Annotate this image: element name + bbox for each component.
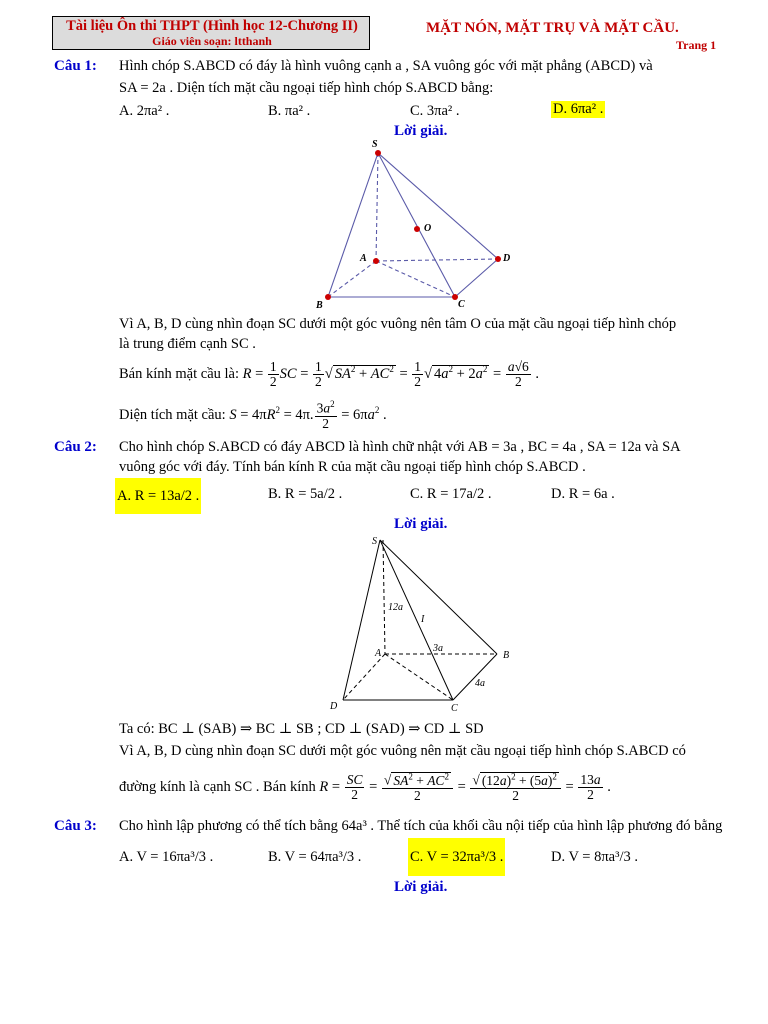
q1-solution-text2: là trung điểm cạnh SC . — [119, 336, 256, 352]
q1-solution-title: Lời giải. — [394, 123, 448, 139]
q1-option-a: A. 2πa² . — [119, 103, 170, 119]
q3-label: Câu 3: — [54, 818, 97, 834]
q3-option-b: B. V = 64πa³/3 . — [268, 849, 362, 865]
q1-solution-text1: Vì A, B, D cùng nhìn đoạn SC dưới một góc vuông nên tâm O của mặt cầu ngoại tiếp hình chóp — [119, 316, 677, 332]
fig2-label-d: D — [330, 701, 338, 712]
q1-radius-prefix: Bán kính mặt cầu là: — [119, 366, 239, 382]
fig2-label-s: S — [372, 536, 377, 547]
q2-option-c: C. R = 17a/2 . — [410, 486, 492, 502]
fig2-label-4a: 4a — [475, 678, 485, 689]
q2-option-b: B. R = 5a/2 . — [268, 486, 343, 502]
fig1-label-b: B — [316, 300, 323, 310]
q1-label: Câu 1: — [54, 58, 97, 74]
q2-option-d: D. R = 6a . — [551, 486, 615, 502]
q2-line2: vuông góc với đáy. Tính bán kính R của mặt cầu ngoại tiếp hình chóp S.ABCD . — [119, 459, 586, 475]
header-title: Tài liệu Ôn thi THPT (Hình học 12-Chương II) — [66, 18, 358, 34]
q3-line1: Cho hình lập phương có thể tích bằng 64a³ . Thể tích của khối cầu nội tiếp của hình lập phương đó bằng — [119, 818, 723, 834]
fig2-label-i: I — [421, 614, 425, 625]
fig2-label-b: B — [503, 650, 510, 661]
q1-area-formula: Diện tích mặt cầu: $S = 4\pi R^2 = 4\pi$. $\frac{3a^2}{2}$ = $6\pi a^2$ . — [119, 399, 387, 431]
q3-option-c-answer: C. V = 32πa³/3 . — [408, 838, 505, 876]
fig2-label-a: A — [375, 648, 382, 659]
q3-option-a: A. V = 16πa³/3 . — [119, 849, 214, 865]
fig1-label-c: C — [458, 299, 465, 310]
q1-pyramid-figure — [310, 135, 530, 310]
topic-title: MẶT NÓN, MẶT TRỤ VÀ MẶT CẦU. — [426, 20, 679, 36]
q2-label: Câu 2: — [54, 439, 97, 455]
header-author: Giáo viên soạn: ltthanh — [152, 34, 272, 48]
fig2-label-3a: 3a — [433, 643, 443, 654]
fig1-label-s: S — [372, 139, 378, 150]
q1-option-c: C. 3πa² . — [410, 103, 460, 119]
fig1-label-a: A — [360, 253, 367, 264]
q3-solution-title: Lời giải. — [394, 879, 448, 895]
fig1-label-o: O — [424, 223, 432, 234]
fig1-label-d: D — [503, 253, 511, 264]
q2-solution-text3: đường kính là cạnh SC . Bán kính — [119, 778, 316, 795]
q2-solution-text2: Vì A, B, D cùng nhìn đoạn SC dưới một góc vuông nên mặt cầu ngoại tiếp hình chóp S.ABCD có — [119, 743, 686, 759]
fig2-label-c: C — [451, 703, 458, 714]
q1-line2: SA = 2a . Diện tích mặt cầu ngoại tiếp hình chóp S.ABCD bằng: — [119, 80, 494, 96]
q2-option-a-answer: A. R = 13a/2 . — [115, 478, 201, 514]
q2-line1: Cho hình chóp S.ABCD có đáy ABCD là hình chữ nhật với AB = 3a , BC = 4a , SA = 12a và SA — [119, 439, 681, 455]
q2-solution-title: Lời giải. — [394, 516, 448, 532]
q2-radius-formula: đường kính là cạnh SC . Bán kính R = $\frac{SC}{2}$ = $\frac{√ SA^2 + AC^2}{2}$ = $\frac{√ (12a)^2 + (5a)^2}{2}$ = $\frac{13a}{2}$ . — [119, 771, 611, 803]
page-number: Trang 1 — [676, 38, 717, 52]
q1-area-prefix: Diện tích mặt cầu: — [119, 406, 226, 423]
q1-option-d-answer: D. 6πa² . — [553, 101, 604, 117]
q2-pyramid-figure — [325, 530, 525, 715]
q1-radius-formula: Bán kính mặt cầu là: R = $\frac{1}{2}$ SC = $\frac{1}{2}$ √ $SA^2 + AC^2$ = $\frac{1}{2}$ √ $4a^2 + 2a^2$ = $\frac{a√6}{2}$ . — [119, 359, 540, 390]
q3-option-d: D. V = 8πa³/3 . — [551, 849, 638, 865]
q1-option-b: B. πa² . — [268, 103, 311, 119]
q2-solution-text1: Ta có: BC ⊥ (SAB) ⇒ BC ⊥ SB ; CD ⊥ (SAD) ⇒ CD ⊥ SD — [119, 721, 484, 737]
q1-line1: Hình chóp S.ABCD có đáy là hình vuông cạnh a , SA vuông góc với mặt phẳng (ABCD) và — [119, 58, 653, 74]
fig2-label-12a: 12a — [388, 602, 403, 613]
